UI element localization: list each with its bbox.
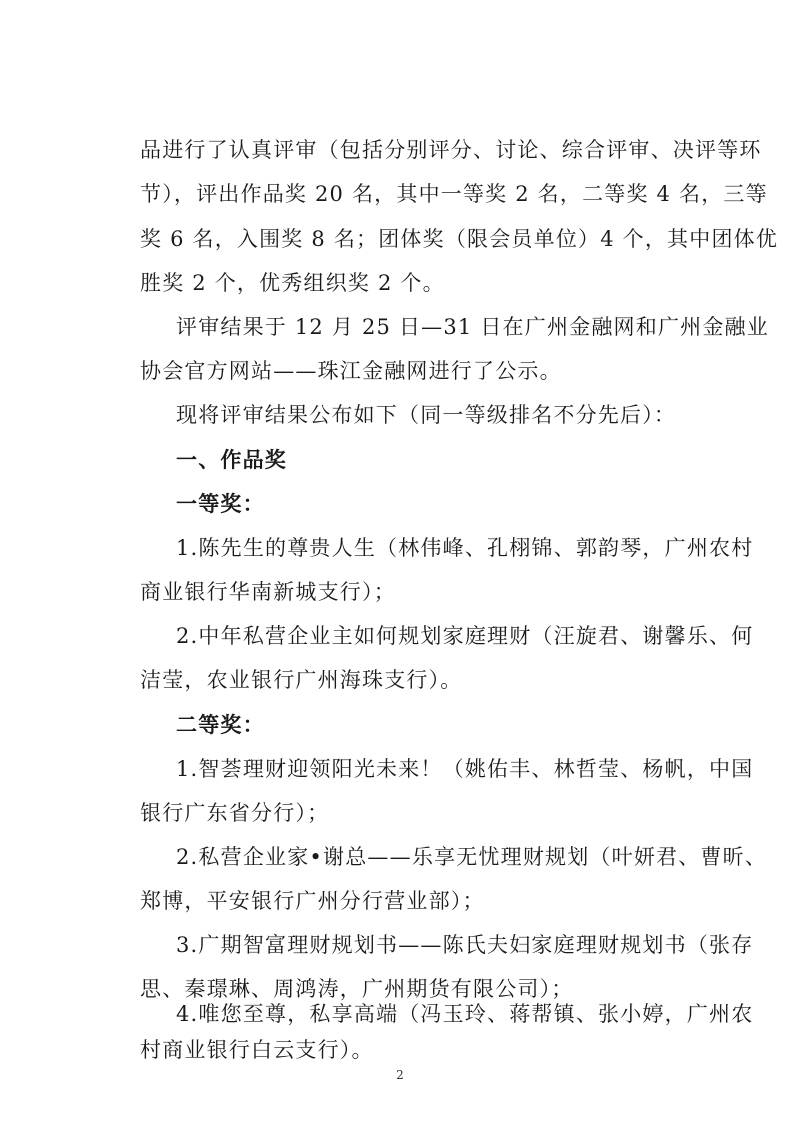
- award-entry-line: 思、秦璟琳、周鸿涛，广州期货有限公司）；: [140, 977, 574, 1001]
- paragraph-line: 现将评审结果公布如下（同一等级排名不分先后）：: [176, 403, 677, 427]
- first-prize-heading: 一等奖：: [176, 491, 265, 516]
- award-entry-line: 4.唯您至尊，私享高端（冯玉玲、蒋帮镇、张小婷，广州农: [176, 1002, 754, 1026]
- award-entry-line: 郑博，平安银行广州分行营业部）；: [140, 889, 485, 913]
- award-entry-line: 商业银行华南新城支行）；: [140, 580, 396, 604]
- award-entry-line: 2.中年私营企业主如何规划家庭理财（汪旋君、谢馨乐、何: [176, 624, 754, 648]
- paragraph-line: 评审结果于 12 月 25 日—31 日在广州金融网和广州金融业: [176, 315, 769, 339]
- paragraph-line: 品进行了认真评审（包括分别评分、讨论、综合评审、决评等环: [140, 138, 762, 162]
- paragraph-line: 胜奖 2 个，优秀组织奖 2 个。: [140, 271, 445, 295]
- paragraph-line: 协会官方网站——珠江金融网进行了公示。: [140, 359, 562, 383]
- award-entry-line: 村商业银行白云支行）。: [140, 1038, 374, 1062]
- second-prize-heading: 二等奖：: [176, 712, 265, 737]
- page-number: 2: [396, 1068, 404, 1082]
- award-entry-line: 银行广东省分行）；: [140, 801, 330, 825]
- award-entry-line: 1.陈先生的尊贵人生（林伟峰、孔栩锦、郭韵琴，广州农村: [176, 536, 754, 560]
- award-entry-line: 1.智荟理财迎领阳光未来！（姚佑丰、林哲莹、杨帆，中国: [176, 757, 754, 781]
- paragraph-line: 奖 6 名，入围奖 8 名；团体奖（限会员单位）4 个，其中团体优: [140, 227, 779, 251]
- award-entry-line: 2.私营企业家•谢总——乐享无忧理财规划（叶妍君、曹昕、: [176, 845, 768, 869]
- award-entry-line: 洁莹，农业银行广州海珠支行）。: [140, 668, 463, 692]
- award-entry-line: 3.广期智富理财规划书——陈氏夫妇家庭理财规划书（张存: [176, 933, 754, 957]
- paragraph-line: 节），评出作品奖 20 名，其中一等奖 2 名，二等奖 4 名，三等: [140, 182, 768, 206]
- section-heading: 一、作品奖: [176, 447, 287, 472]
